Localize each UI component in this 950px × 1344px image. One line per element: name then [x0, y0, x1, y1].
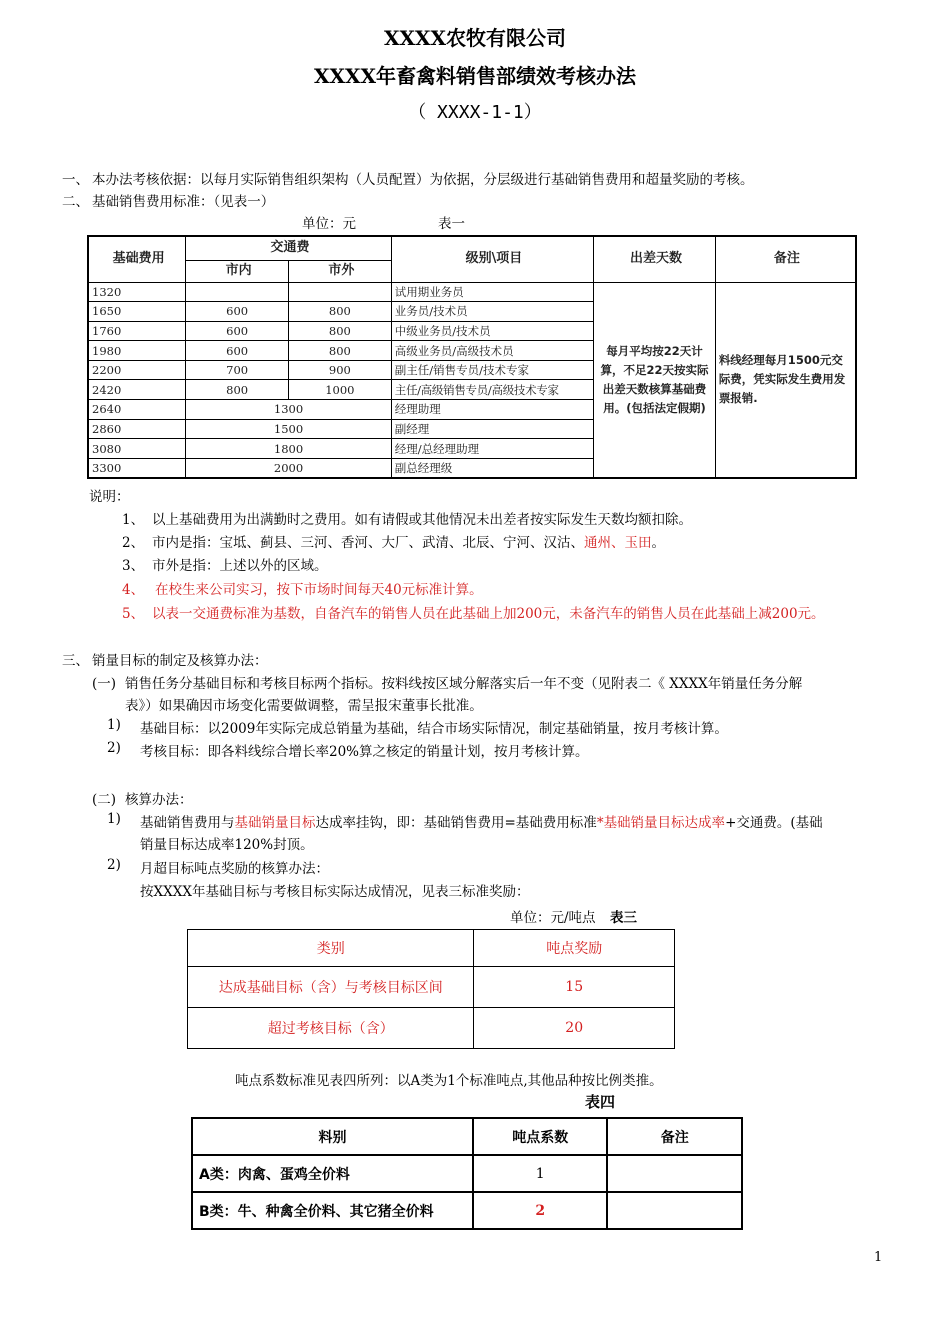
- th-days: 出差天数: [594, 236, 716, 282]
- sec2-num: 二、: [62, 194, 89, 210]
- table-row: [192, 1155, 742, 1192]
- note-num: 2、: [122, 535, 145, 551]
- cell-category: 超过考核目标（含）: [188, 1008, 474, 1049]
- sub1-item-text: 考核目标：即各料线综合增长率20%算之核定的销量计划，按月考核计算。: [140, 744, 589, 760]
- cell-remark: [607, 1155, 742, 1192]
- cell-outer: 800: [289, 302, 392, 322]
- cell-base: 3300: [88, 458, 186, 478]
- cell-traffic-merged: 2000: [186, 458, 391, 478]
- cell-base: 2640: [88, 400, 186, 420]
- company-name: XXXX农牧有限公司: [383, 26, 567, 50]
- cell-type: A类：肉禽、蛋鸡全价料: [192, 1155, 473, 1192]
- th-base-fee: 基础费用: [88, 236, 186, 282]
- cell-level: 业务员/技术员: [391, 302, 593, 322]
- note-text: 市外是指：上述以外的区域。: [152, 558, 328, 574]
- sec1-text: 本办法考核依据：以每月实际销售组织架构（人员配置）为依据，分层级进行基础销售费用和超量奖励的考核。: [92, 172, 754, 188]
- cell-inner: 800: [186, 380, 289, 400]
- cell-base: 1650: [88, 302, 186, 322]
- cell-outer: [289, 282, 392, 302]
- sub2-item1-line1: 基础销售费用与基础销量目标达成率挂钩，即：基础销售费用=基础费用标准*基础销量目标达成率+交通费。(基础: [140, 815, 823, 831]
- cell-level: 副主任/销售专员/技术专家: [391, 360, 593, 380]
- coef-note: 吨点系数标准见表四所列：以A类为1个标准吨点,其他品种按比例类推。: [235, 1073, 663, 1089]
- sub2-item2-line2: 按XXXX年基础目标与考核目标实际达成情况，见表三标准奖励：: [140, 884, 530, 900]
- cell-traffic-merged: 1300: [186, 400, 391, 420]
- cell-base: 1980: [88, 341, 186, 361]
- cell-inner: 600: [186, 321, 289, 341]
- th-remark: 备注: [607, 1118, 742, 1155]
- cell-outer: 900: [289, 360, 392, 380]
- cell-outer: 1000: [289, 380, 392, 400]
- table-row: [188, 967, 675, 1008]
- cell-reward: 15: [474, 967, 675, 1008]
- th-traffic: 交通费: [186, 236, 391, 260]
- sub1-line2: 表》）如果确因市场变化需要做调整，需呈报宋董事长批准。: [125, 698, 483, 714]
- cell-type: B类：牛、种禽全价料、其它猪全价料: [192, 1192, 473, 1229]
- th-level: 级别\项目: [391, 236, 593, 282]
- document-code: （ XXXX-1-1）: [408, 102, 542, 123]
- days-note: 每月平均按22天计算，不足22天按实际出差天数核算基础费用。(包括法定假期): [594, 282, 716, 478]
- cell-base: 2860: [88, 419, 186, 439]
- sub2-num: (二): [92, 792, 117, 808]
- sec1-num: 一、: [62, 172, 89, 188]
- cell-level: 试用期业务员: [391, 282, 593, 302]
- sub2-text: 核算办法：: [125, 792, 193, 808]
- sec3-num: 三、: [62, 653, 89, 669]
- cell-base: 1320: [88, 282, 186, 302]
- base-fee-table: [87, 235, 857, 479]
- sub2-item-num: 2): [107, 857, 121, 873]
- cell-inner: 600: [186, 341, 289, 361]
- cell-level: 副总经理级: [391, 458, 593, 478]
- sub1-item-text: 基础目标：以2009年实际完成总销量为基础，结合市场实际情况，制定基础销量，按月考核计算。: [140, 721, 728, 737]
- th-inner: 市内: [186, 260, 289, 282]
- th-category: 类别: [188, 930, 474, 967]
- th-coef: 吨点系数: [473, 1118, 608, 1155]
- sub2-item2-text: 月超目标吨点奖励的核算办法：: [140, 861, 329, 877]
- cell-traffic-merged: 1500: [186, 419, 391, 439]
- cell-level: 主任/高级销售专员/高级技术专家: [391, 380, 593, 400]
- cell-level: 经理/总经理助理: [391, 439, 593, 459]
- th-remark: 备注: [715, 236, 856, 282]
- note-num: 3、: [122, 558, 145, 574]
- sec2-text: 基础销售费用标准：（见表一）: [92, 194, 275, 210]
- cell-remark: [607, 1192, 742, 1229]
- table-row: [88, 282, 856, 302]
- table3-unit: 单位：元/吨点: [510, 910, 596, 926]
- cell-level: 副经理: [391, 419, 593, 439]
- table-row: [192, 1192, 742, 1229]
- th-outer: 市外: [289, 260, 392, 282]
- note-text: 以表一交通费标准为基数，自备汽车的销售人员在此基础上加200元，未备汽车的销售人员在此基础上减200元。: [152, 606, 825, 622]
- coefficient-table: [191, 1117, 743, 1230]
- cell-level: 高级业务员/高级技术员: [391, 341, 593, 361]
- remark-note: 料线经理每月1500元交际费，凭实际发生费用发票报销.: [715, 282, 856, 478]
- note-text: 市内是指：宝坻、蓟县、三河、香河、大厂、武清、北辰、宁河、汉沽、通州、玉田。: [152, 535, 665, 551]
- cell-category: 达成基础目标（含）与考核目标区间: [188, 967, 474, 1008]
- page-number: 1: [874, 1250, 883, 1265]
- cell-base: 2420: [88, 380, 186, 400]
- th-type: 料别: [192, 1118, 473, 1155]
- note-num: 5、: [122, 606, 145, 622]
- cell-base: 3080: [88, 439, 186, 459]
- sub1-item-num: 2): [107, 740, 121, 756]
- note-text: 以上基础费用为出满勤时之费用。如有请假或其他情况未出差者按实际发生天数均额扣除。: [152, 512, 692, 528]
- cell-inner: 700: [186, 360, 289, 380]
- cell-outer: 800: [289, 341, 392, 361]
- sub2-item-num: 1): [107, 811, 121, 827]
- table1-label: 表一: [438, 216, 465, 232]
- cell-coef: 2: [473, 1192, 608, 1229]
- cell-outer: 800: [289, 321, 392, 341]
- notes-label: 说明：: [89, 489, 130, 505]
- table3-label: 表三: [610, 910, 637, 926]
- cell-base: 2200: [88, 360, 186, 380]
- cell-inner: [186, 282, 289, 302]
- note-num: 1、: [122, 512, 145, 528]
- sub1-num: (一): [92, 676, 117, 692]
- cell-level: 中级业务员/技术员: [391, 321, 593, 341]
- note-text: 在校生来公司实习，按下市场时间每天40元标准计算。: [155, 582, 483, 598]
- sub2-item1-line2: 销量目标达成率120%封顶。: [140, 837, 314, 853]
- sub1-item-num: 1): [107, 717, 121, 733]
- cell-base: 1760: [88, 321, 186, 341]
- table4-label: 表四: [585, 1093, 616, 1111]
- cell-reward: 20: [474, 1008, 675, 1049]
- cell-inner: 600: [186, 302, 289, 322]
- cell-level: 经理助理: [391, 400, 593, 420]
- reward-table: [187, 929, 675, 1049]
- sub1-line1: 销售任务分基础目标和考核目标两个指标。按料线按区域分解落实后一年不变（见附表二《 XXXX年销量任务分解: [125, 676, 803, 692]
- th-reward: 吨点奖励: [474, 930, 675, 967]
- cell-coef: 1: [473, 1155, 608, 1192]
- document-title: XXXX年畜禽料销售部绩效考核办法: [313, 64, 637, 88]
- note-num: 4、: [122, 582, 145, 598]
- table1-unit: 单位：元: [302, 216, 356, 232]
- cell-traffic-merged: 1800: [186, 439, 391, 459]
- table-row: [188, 1008, 675, 1049]
- sec3-text: 销量目标的制定及核算办法：: [92, 653, 268, 669]
